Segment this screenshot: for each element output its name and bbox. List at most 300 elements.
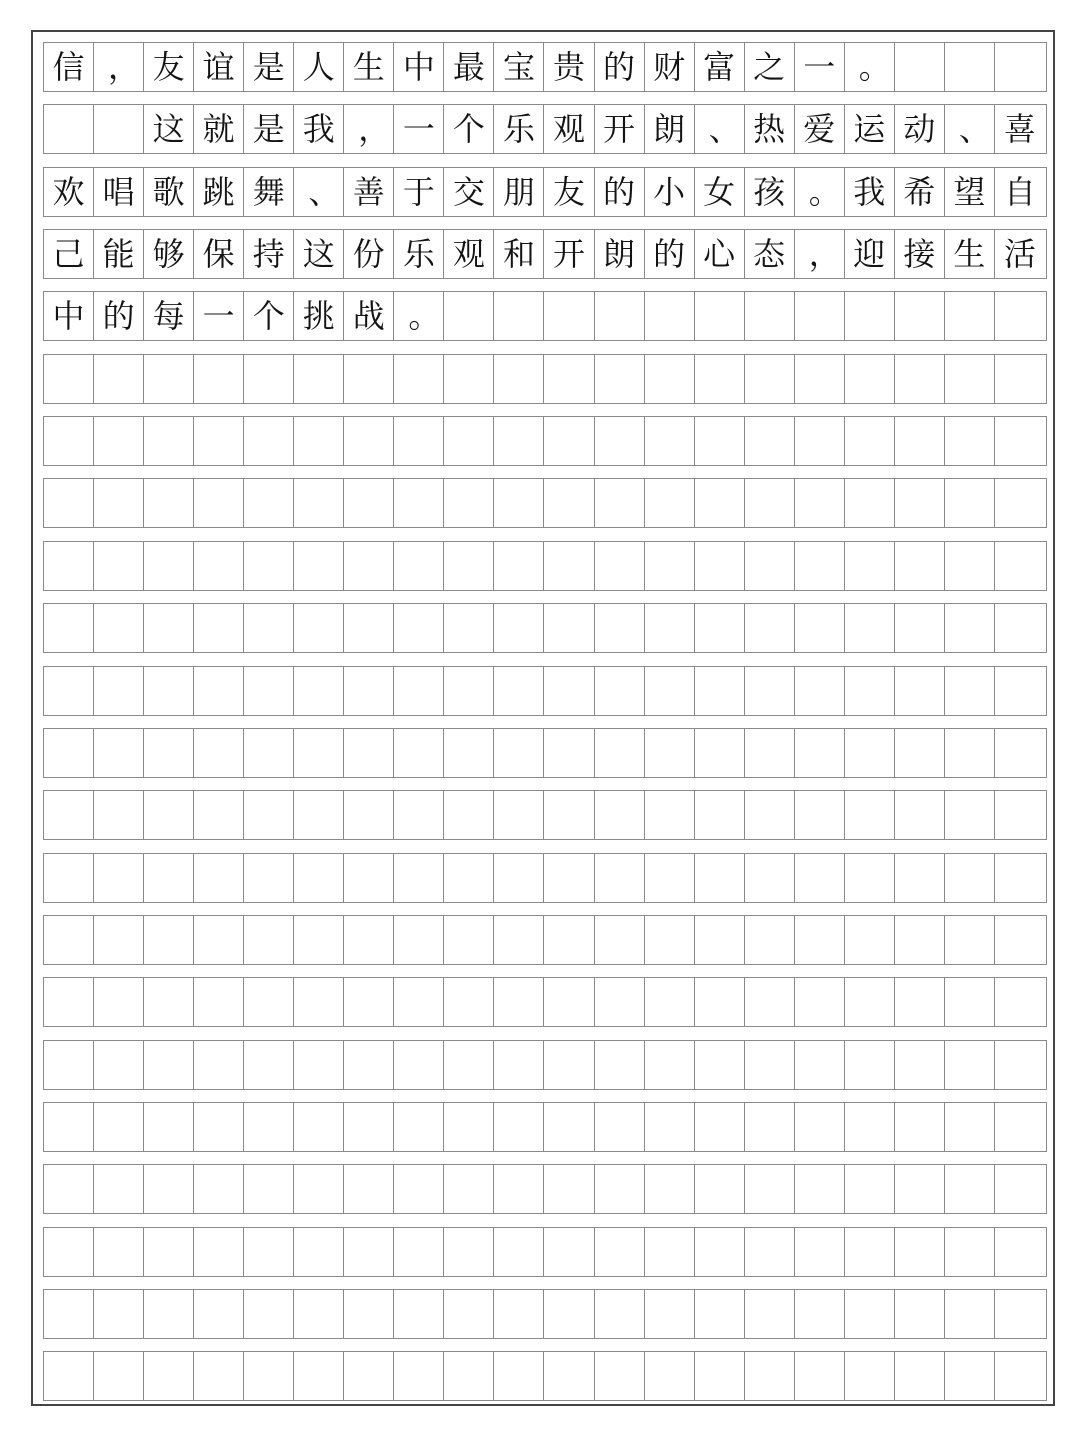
grid-cell [244,667,294,715]
grid-cell [595,1103,645,1151]
grid-cell [645,854,695,902]
grid-cell [995,1103,1045,1151]
grid-cell [194,791,244,839]
grid-cell [244,542,294,590]
grid-cell [144,1041,194,1089]
grid-cell [244,978,294,1026]
grid-cell [695,729,745,777]
grid-cell [244,604,294,652]
grid-cell [294,479,344,527]
grid-cell [194,604,244,652]
grid-cell [695,479,745,527]
grid-cell [94,1165,144,1213]
grid-cell [845,667,895,715]
grid-cell: 小 [645,168,695,216]
grid-cell [144,604,194,652]
grid-cell [945,791,995,839]
grid-cell [294,667,344,715]
grid-cell [44,791,94,839]
grid-row [43,42,1047,92]
grid-cell [494,292,544,340]
grid-cell [795,854,845,902]
grid-cell [244,1228,294,1276]
grid-cell [595,978,645,1026]
grid-cell [945,854,995,902]
grid-cell [44,916,94,964]
grid-cell [745,667,795,715]
grid-cell [645,978,695,1026]
grid-cell [494,729,544,777]
grid-cell [745,1041,795,1089]
grid-cell: 交 [444,168,494,216]
grid-cell [645,1352,695,1400]
grid-cell [494,355,544,403]
grid-cell [294,417,344,465]
grid-cell [244,729,294,777]
grid-cell [44,1352,94,1400]
grid-cell: 这 [144,105,194,153]
grid-cell [294,1041,344,1089]
grid-cell [394,355,444,403]
grid-cell [94,105,144,153]
grid-cell [795,1228,845,1276]
grid-cell [194,1228,244,1276]
grid-cell [544,542,594,590]
grid-cell: 迎 [845,230,895,278]
grid-cell [895,604,945,652]
grid-cell [544,1290,594,1338]
grid-cell [895,1352,945,1400]
grid-cell [795,1165,845,1213]
grid-row [43,1289,1047,1339]
grid-cell [645,1103,695,1151]
grid-cell [945,1352,995,1400]
grid-cell [144,667,194,715]
grid-cell [144,729,194,777]
grid-cell [494,978,544,1026]
grid-cell [895,978,945,1026]
grid-row [43,1040,1047,1090]
grid-cell [94,978,144,1026]
grid-cell: 接 [895,230,945,278]
grid-cell [645,1041,695,1089]
grid-cell [995,43,1045,91]
grid-cell [595,542,645,590]
grid-cell [995,667,1045,715]
grid-cell: 一 [795,43,845,91]
grid-row [43,1164,1047,1214]
grid-cell [344,667,394,715]
grid-cell [44,1228,94,1276]
grid-cell [595,916,645,964]
grid-cell [544,729,594,777]
grid-cell [795,355,845,403]
grid-cell [544,355,594,403]
grid-cell [444,417,494,465]
grid-cell [194,978,244,1026]
grid-cell [444,1290,494,1338]
grid-cell: 能 [94,230,144,278]
grid-cell: 乐 [394,230,444,278]
grid-cell [695,667,745,715]
grid-cell: 开 [595,105,645,153]
grid-cell [394,1041,444,1089]
grid-cell [394,1228,444,1276]
grid-cell [394,1352,444,1400]
grid-cell [144,417,194,465]
grid-cell [995,604,1045,652]
grid-cell [595,604,645,652]
grid-cell [645,1228,695,1276]
grid-cell [895,729,945,777]
grid-cell [645,417,695,465]
grid-cell [144,1103,194,1151]
grid-cell [945,978,995,1026]
grid-cell [94,542,144,590]
grid-cell [745,1352,795,1400]
grid-cell: 观 [544,105,594,153]
grid-cell [695,1103,745,1151]
grid-cell [595,1352,645,1400]
grid-cell [294,1352,344,1400]
grid-cell [144,854,194,902]
grid-cell [494,1041,544,1089]
grid-cell: 中 [394,43,444,91]
grid-cell [344,479,394,527]
grid-cell [194,667,244,715]
grid-cell [895,1290,945,1338]
grid-cell [44,667,94,715]
grid-cell [294,916,344,964]
grid-cell [595,1290,645,1338]
grid-cell [244,791,294,839]
grid-cell [695,604,745,652]
grid-cell [394,729,444,777]
grid-cell [995,1041,1045,1089]
grid-cell [995,417,1045,465]
grid-cell [595,667,645,715]
grid-cell [895,791,945,839]
grid-cell [595,729,645,777]
grid-cell [645,916,695,964]
grid-cell: 女 [695,168,745,216]
grid-cell [144,1352,194,1400]
grid-cell [144,1290,194,1338]
grid-cell [444,729,494,777]
grid-cell [344,791,394,839]
grid-cell: 我 [294,105,344,153]
grid-cell [745,916,795,964]
grid-cell [995,542,1045,590]
grid-cell [494,1103,544,1151]
grid-cell [94,916,144,964]
grid-cell: 热 [745,105,795,153]
grid-cell [695,1352,745,1400]
grid-cell [695,1290,745,1338]
grid-cell [344,1165,394,1213]
grid-cell [94,791,144,839]
grid-cell: 活 [1003,235,1036,274]
grid-cell [995,1165,1045,1213]
grid-cell [44,729,94,777]
grid-cell [444,854,494,902]
grid-cell [995,978,1045,1026]
grid-cell [945,355,995,403]
grid-cell [745,417,795,465]
grid-cell [845,729,895,777]
grid-cell [44,105,94,153]
grid-cell [94,604,144,652]
grid-cell [595,791,645,839]
grid-cell [945,479,995,527]
grid-cell [494,479,544,527]
grid-cell [895,542,945,590]
grid-cell: 己 [44,230,94,278]
grid-cell [444,1041,494,1089]
grid-cell [494,1290,544,1338]
grid-cell: 。 [845,43,895,91]
grid-cell [945,667,995,715]
grid-cell [244,417,294,465]
grid-cell [795,1352,845,1400]
grid-cell [845,1352,895,1400]
grid-cell [645,1290,695,1338]
grid-cell: 态 [745,230,795,278]
grid-cell [895,1041,945,1089]
grid-row [43,790,1047,840]
grid-cell [895,1228,945,1276]
grid-cell: 战 [344,292,394,340]
grid-cell [695,916,745,964]
grid-cell: 自 [1003,172,1036,211]
grid-cell [895,916,945,964]
grid-cell [595,1228,645,1276]
grid-cell [194,1290,244,1338]
grid-cell [194,1103,244,1151]
grid-cell [394,667,444,715]
grid-cell [695,355,745,403]
grid-cell [244,1041,294,1089]
grid-cell [244,355,294,403]
grid-cell [344,1041,394,1089]
grid-cell [945,916,995,964]
grid-cell [645,355,695,403]
grid-cell [444,355,494,403]
grid-cell [494,854,544,902]
grid-cell [444,479,494,527]
grid-cell: 朗 [645,105,695,153]
grid-cell [845,1165,895,1213]
grid-cell: ， [795,230,845,278]
grid-cell [595,854,645,902]
grid-cell [745,729,795,777]
grid-cell [494,542,544,590]
grid-cell: 于 [394,168,444,216]
grid-cell [595,417,645,465]
grid-cell [94,1352,144,1400]
grid-cell [544,854,594,902]
grid-cell: ， [344,105,394,153]
grid-row [43,666,1047,716]
grid-cell: 人 [294,43,344,91]
grid-cell [595,479,645,527]
grid-cell [945,1041,995,1089]
grid-cell: 友 [544,168,594,216]
grid-cell [745,292,795,340]
grid-cell [544,292,594,340]
grid-cell [44,1041,94,1089]
grid-cell: 喜 [1003,110,1036,149]
grid-row [43,291,1047,341]
grid-cell [845,355,895,403]
grid-cell [194,1352,244,1400]
grid-cell: 贵 [544,43,594,91]
grid-cell [795,667,845,715]
grid-cell: 保 [194,230,244,278]
grid-cell [344,916,394,964]
grid-row [43,1227,1047,1277]
grid-cell [544,1352,594,1400]
grid-row [43,478,1047,528]
grid-cell [294,1228,344,1276]
grid-cell [645,479,695,527]
grid-cell [44,604,94,652]
grid-cell [845,1041,895,1089]
grid-cell [845,292,895,340]
grid-cell [44,1290,94,1338]
grid-cell: 每 [144,292,194,340]
grid-cell: 我 [845,168,895,216]
grid-cell [144,542,194,590]
grid-cell: 、 [945,105,995,153]
grid-cell: 财 [645,43,695,91]
grid-cell [344,1352,394,1400]
grid-cell [194,916,244,964]
grid-cell [494,417,544,465]
grid-cell [94,854,144,902]
grid-cell [845,791,895,839]
grid-cell [294,355,344,403]
grid-cell [94,667,144,715]
grid-cell [394,417,444,465]
grid-cell [945,1290,995,1338]
grid-cell [244,1290,294,1338]
grid-cell [244,1165,294,1213]
grid-cell [544,667,594,715]
grid-cell: 。 [394,292,444,340]
grid-cell [444,978,494,1026]
grid-cell [44,1103,94,1151]
grid-cell [394,916,444,964]
grid-cell [695,292,745,340]
grid-cell [444,667,494,715]
grid-cell [144,1165,194,1213]
grid-cell [795,978,845,1026]
grid-cell: 生 [344,43,394,91]
grid-cell: 的 [595,168,645,216]
grid-cell [294,1103,344,1151]
grid-cell: 唱 [94,168,144,216]
grid-cell [344,355,394,403]
grid-cell [444,791,494,839]
grid-row [43,1102,1047,1152]
grid-cell: 就 [194,105,244,153]
grid-cell [344,542,394,590]
grid-cell [895,854,945,902]
grid-cell [995,292,1045,340]
grid-cell [44,417,94,465]
grid-cell [544,1165,594,1213]
grid-cell [94,355,144,403]
grid-cell [244,479,294,527]
grid-cell: 动 [895,105,945,153]
grid-cell: 孩 [745,168,795,216]
grid-cell [444,604,494,652]
grid-cell [94,417,144,465]
grid-cell [795,1103,845,1151]
grid-row [43,977,1047,1027]
grid-cell: 的 [645,230,695,278]
grid-cell: 舞 [244,168,294,216]
grid-cell [294,791,344,839]
grid-cell: 持 [244,230,294,278]
grid-cell [444,1352,494,1400]
grid-cell [845,916,895,964]
grid-cell: 、 [695,105,745,153]
grid-row [43,104,1047,154]
grid-cell [795,417,845,465]
grid-cell [745,1165,795,1213]
grid-cell: 友 [144,43,194,91]
grid-cell [895,355,945,403]
grid-cell [494,1228,544,1276]
grid-cell [194,355,244,403]
grid-cell [44,854,94,902]
grid-cell [895,667,945,715]
grid-cell [444,916,494,964]
grid-cell: 之 [745,43,795,91]
grid-cell [44,355,94,403]
grid-cell [94,1103,144,1151]
grid-cell [344,854,394,902]
grid-cell [194,417,244,465]
grid-cell [645,791,695,839]
grid-cell [394,479,444,527]
grid-cell [494,791,544,839]
grid-cell [94,1228,144,1276]
grid-cell: 宝 [494,43,544,91]
grid-cell [394,854,444,902]
grid-cell [695,791,745,839]
grid-cell: 的 [94,292,144,340]
grid-cell: 挑 [294,292,344,340]
grid-cell [645,542,695,590]
grid-cell [745,604,795,652]
grid-cell [595,292,645,340]
grid-cell [745,1103,795,1151]
grid-cell [895,1165,945,1213]
grid-cell [695,542,745,590]
grid-cell [444,1165,494,1213]
grid-row [43,167,1047,217]
grid-row [43,416,1047,466]
grid-cell [995,1352,1045,1400]
grid-cell: ， [94,43,144,91]
grid-cell [795,479,845,527]
grid-cell [895,1103,945,1151]
grid-cell [444,1228,494,1276]
grid-cell [294,729,344,777]
